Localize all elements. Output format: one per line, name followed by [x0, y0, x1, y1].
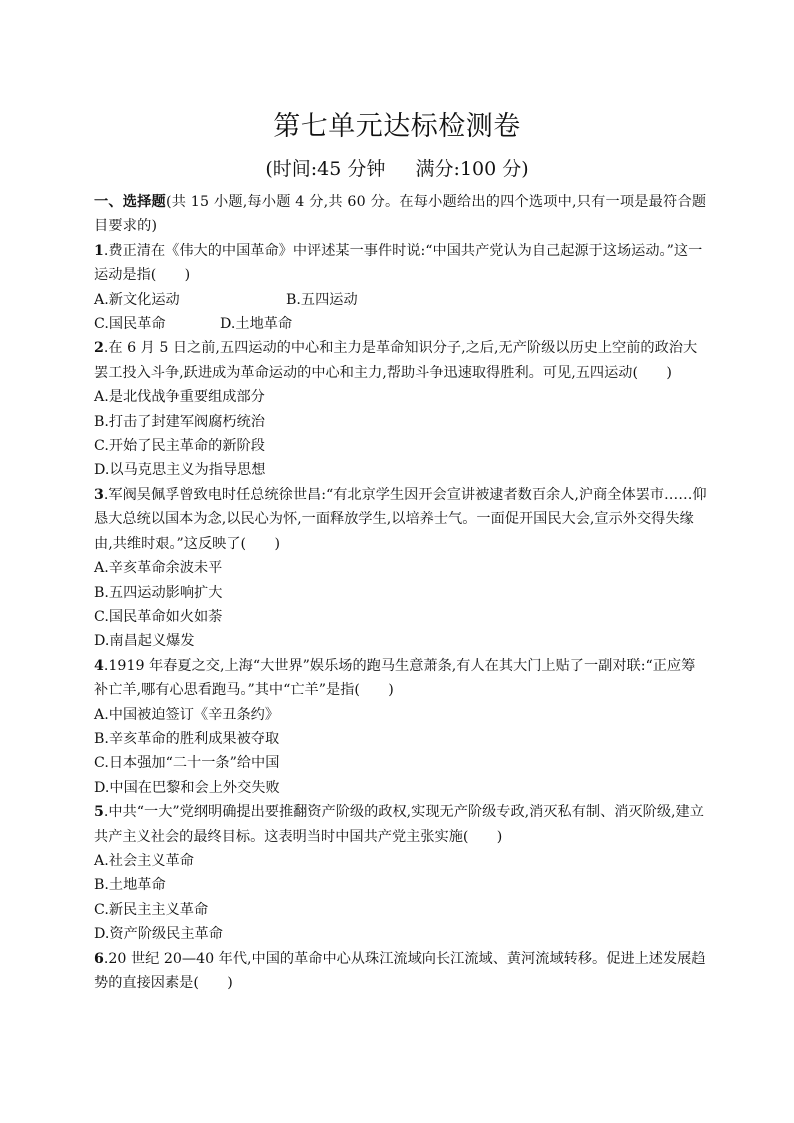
- question-number: 6: [94, 950, 104, 967]
- option-row: [94, 288, 708, 312]
- exam-time-and-score: (时间:45 分钟 满分:100 分): [265, 158, 529, 180]
- option-d[interactable]: D.南昌起义爆发: [94, 633, 195, 650]
- question-text: .20 世纪 20—40 年代,中国的革命中心从珠江流域向长江流域、黄河流域转移。促进上述发展趋势的直接因素是( ): [94, 950, 706, 991]
- question-stem: [94, 947, 708, 996]
- option-b[interactable]: B.土地革命: [94, 877, 166, 894]
- option-b[interactable]: B.五四运动: [286, 291, 358, 308]
- option-c[interactable]: C.国民革命如火如荼: [94, 608, 223, 625]
- option-row: [94, 312, 708, 336]
- question-text: .军阀吴佩孚曾致电时任总统徐世昌:“有北京学生因开会宣讲被逮者数百余人,沪商全体罢市……仰恳大总统以国本为念,以民心为怀,一面释放学生,以培养士气。一面促开国民大会,宣示外交得失缘由,共维时艰。”这反映了( ): [94, 486, 707, 552]
- question-text: .1919 年春夏之交,上海“大世界”娱乐场的跑马生意萧条,有人在其大门上贴了一副对联:“正应筹补亡羊,哪有心思看跑马。”其中“亡羊”是指( ): [94, 657, 696, 699]
- question-number: 1: [94, 242, 104, 259]
- option-d[interactable]: D.中国在巴黎和会上外交失败: [94, 779, 280, 796]
- question-stem: [94, 800, 708, 849]
- option-d[interactable]: D.资产阶级民主革命: [94, 926, 223, 943]
- option-a[interactable]: A.中国被迫签订《辛丑条约》: [94, 706, 280, 723]
- option-b[interactable]: B.五四运动影响扩大: [94, 584, 223, 601]
- option-b[interactable]: B.打击了封建军阀腐朽统治: [94, 413, 265, 430]
- option-b[interactable]: B.辛亥革命的胜利成果被夺取: [94, 730, 280, 747]
- question-number: 2: [94, 340, 104, 357]
- option-a[interactable]: A.辛亥革命余波未平: [94, 560, 223, 577]
- question-stem: [94, 336, 708, 385]
- question-text: .在 6 月 5 日之前,五四运动的中心和主力是革命知识分子,之后,无产阶级以历史上空前的政治大罢工投入斗争,跃进成为革命运动的中心和主力,帮助斗争迅速取得胜利。可见,五四运动( ): [94, 340, 698, 381]
- option-a[interactable]: A.是北伐战争重要组成部分: [94, 389, 265, 406]
- option-d[interactable]: D.以马克思主义为指导思想: [94, 462, 266, 479]
- section-label: 一、选择题: [94, 194, 166, 210]
- question-stem: [94, 239, 708, 288]
- question-stem: [94, 483, 708, 556]
- question-text: .费正清在《伟大的中国革命》中评述某一事件时说:“中国共产党认为自己起源于这场运动。”这一运动是指( ): [94, 242, 703, 284]
- option-c[interactable]: C.新民主主义革命: [94, 901, 209, 918]
- option-c[interactable]: C.日本强加“二十一条”给中国: [94, 755, 280, 772]
- option-a[interactable]: A.新文化运动: [94, 291, 180, 308]
- page-title: 第七单元达标检测卷: [273, 111, 521, 142]
- section-note: (共 15 小题,每小题 4 分,共 60 分。在每小题给出的四个选项中,只有一项是最符合题目要求的): [94, 194, 707, 235]
- question-stem: [94, 654, 708, 703]
- question-number: 4: [94, 657, 104, 674]
- question-list: [94, 190, 708, 995]
- question-text: .中共“一大”党纲明确提出要推翻资产阶级的政权,实现无产阶级专政,消灭私有制、消灭阶级,建立共产主义社会的最终目标。这表明当时中国共产党主张实施( ): [94, 804, 704, 845]
- section-heading: [94, 190, 708, 239]
- option-a[interactable]: A.社会主义革命: [94, 852, 194, 869]
- option-d[interactable]: D.土地革命: [220, 316, 293, 333]
- option-c[interactable]: C.国民革命: [94, 316, 166, 333]
- question-number: 5: [94, 804, 104, 821]
- question-number: 3: [94, 486, 104, 503]
- option-c[interactable]: C.开始了民主革命的新阶段: [94, 438, 265, 455]
